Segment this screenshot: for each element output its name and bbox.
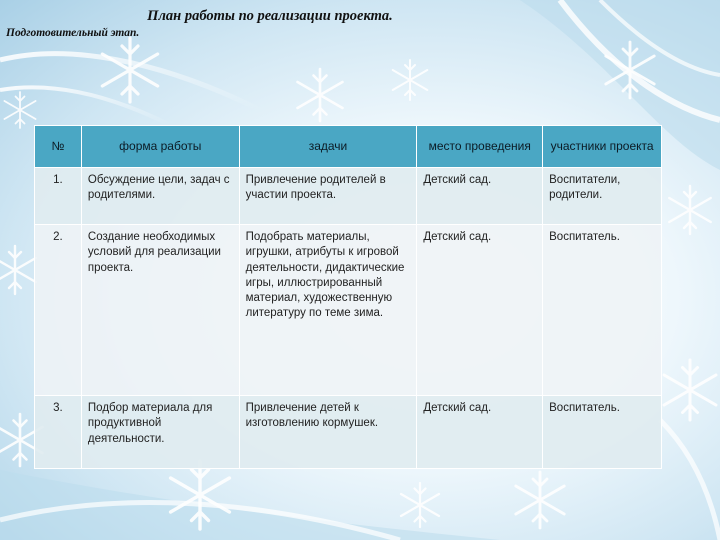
cell-location: Детский сад. xyxy=(417,396,543,469)
header-tasks: задачи xyxy=(239,126,417,168)
cell-location: Детский сад. xyxy=(417,225,543,396)
cell-number: 3. xyxy=(35,396,82,469)
header-participants: участники проекта xyxy=(543,126,662,168)
project-plan-table xyxy=(34,125,662,469)
cell-participants: Воспитатель. xyxy=(543,396,662,469)
cell-number: 1. xyxy=(35,168,82,225)
cell-participants: Воспитатель. xyxy=(543,225,662,396)
cell-participants: Воспитатели, родители. xyxy=(543,168,662,225)
cell-tasks: Привлечение детей к изготовлению кормушек. xyxy=(239,396,417,469)
cell-work-form: Создание необходимых условий для реализации проекта. xyxy=(81,225,239,396)
cell-location: Детский сад. xyxy=(417,168,543,225)
page-title: План работы по реализации проекта. xyxy=(147,8,393,24)
cell-tasks: Подобрать материалы, игрушки, атрибуты к игровой деятельности, дидактические игры, иллюстрированный материал, художественную литературу по теме зима. xyxy=(239,225,417,396)
cell-work-form: Подбор материала для продуктивной деятельности. xyxy=(81,396,239,469)
table-header-row xyxy=(35,126,662,168)
header-location: место проведения xyxy=(417,126,543,168)
stage-subtitle: Подготовительный этап. xyxy=(6,27,140,39)
header-work-form: форма работы xyxy=(81,126,239,168)
cell-tasks: Привлечение родителей в участии проекта. xyxy=(239,168,417,225)
table-row xyxy=(35,225,662,396)
table-row xyxy=(35,168,662,225)
cell-work-form: Обсуждение цели, задач с родителями. xyxy=(81,168,239,225)
cell-number: 2. xyxy=(35,225,82,396)
table-row xyxy=(35,396,662,469)
header-number: № xyxy=(35,126,82,168)
